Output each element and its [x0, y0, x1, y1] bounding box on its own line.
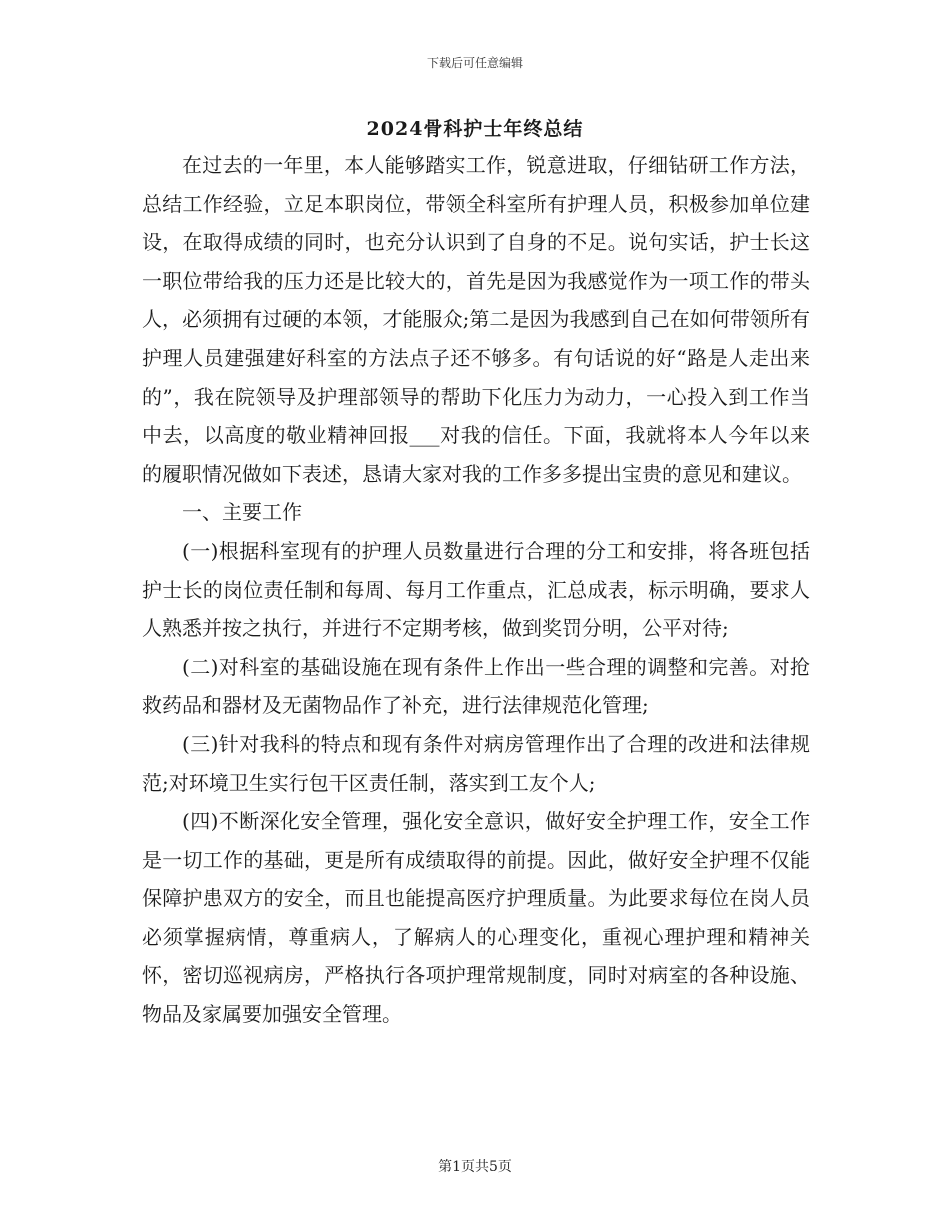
paragraph-intro: 在过去的一年里，本人能够踏实工作，锐意进取，仔细钻研工作方法，总结工作经验，立足本职岗位，带领全科室所有护理人员，积极参加单位建设，在取得成绩的同时，也充分认识到了自身的不足。说句实话，护士长这一职位带给我的压力还是比较大的，首先是因为我感觉作为一项工作的带头人，必须拥有过硬的本领，才能服众;第二是因为我感到自己在如何带领所有护理人员建强建好科室的方法点子还不够多。有句话说的好“路是人走出来的”，我在院领导及护理部领导的帮助下化压力为动力，一心投入到工作当中去，以高度的敬业精神回报___对我的信任。下面，我就将本人今年以来的履职情况做如下表述，恳请大家对我的工作多多提出宝贵的意见和建议。 — [142, 153, 810, 486]
header-note: 下载后可任意编辑 — [426, 56, 523, 70]
paragraph-item-3: (三)针对我科的特点和现有条件对病房管理作出了合理的改进和法律规范;对环境卫生实行包干区责任制，落实到工友个人; — [142, 731, 810, 795]
page-number: 第1页共5页 — [438, 1159, 512, 1175]
section-heading-main-work: 一、主要工作 — [182, 500, 302, 525]
paragraph-item-4: (四)不断深化安全管理，强化安全意识，做好安全护理工作，安全工作是一切工作的基础，更是所有成绩取得的前提。因此，做好安全护理不仅能保障护患双方的安全，而且也能提高医疗护理质量。为此要求每位在岗人员必须掌握病情，尊重病人，了解病人的心理变化，重视心理护理和精神关怀，密切巡视病房，严格执行各项护理常规制度，同时对病室的各种设施、物品及家属要加强安全管理。 — [142, 809, 810, 1027]
paragraph-item-2: (二)对科室的基础设施在现有条件上作出一些合理的调整和完善。对抢救药品和器材及无菌物品作了补充，进行法律规范化管理; — [142, 654, 810, 718]
paragraph-item-1: (一)根据科室现有的护理人员数量进行合理的分工和安排，将各班包括护士长的岗位责任制和每周、每月工作重点，汇总成表，标示明确，要求人人熟悉并按之执行，并进行不定期考核，做到奖罚分明，公平对待; — [142, 538, 810, 641]
document-title: 2024骨科护士年终总结 — [366, 118, 584, 140]
document-body — [142, 146, 810, 1034]
